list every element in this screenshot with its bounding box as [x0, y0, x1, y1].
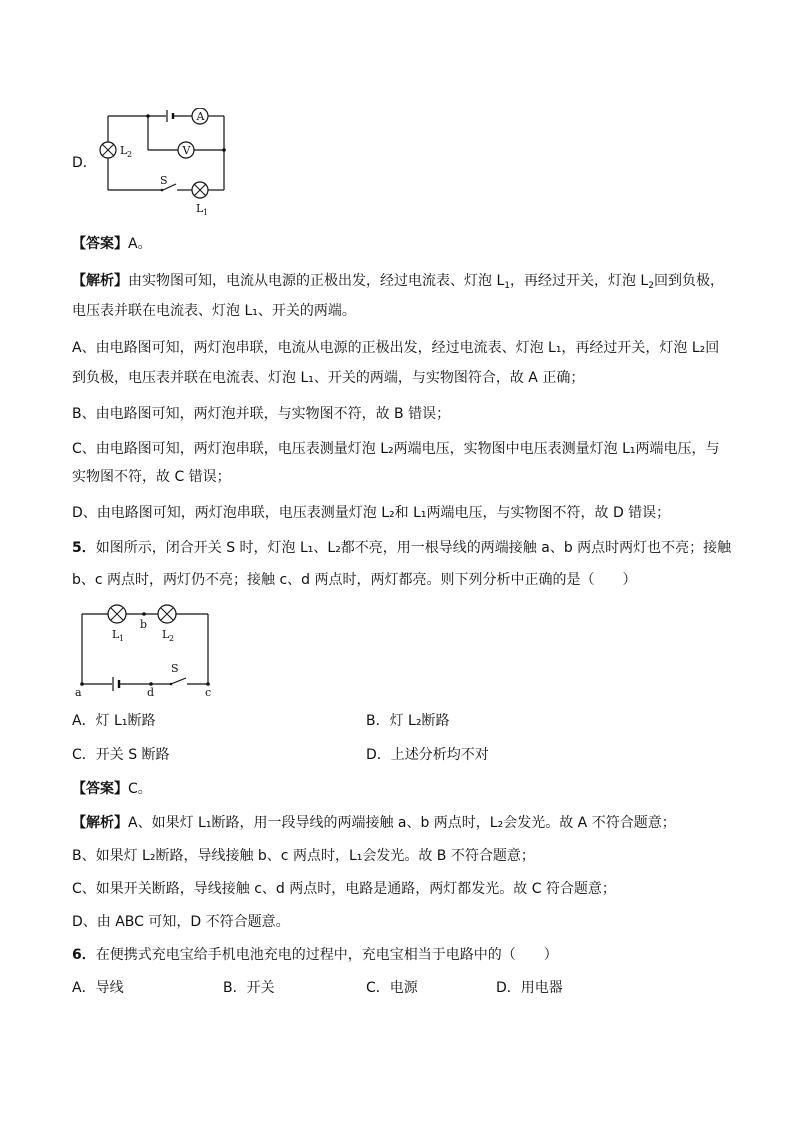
question-number: 6．	[72, 947, 96, 963]
q5-analysis-line-1	[72, 813, 676, 833]
switch-pivot	[170, 683, 173, 686]
question-stem: 在便携式充电宝给手机电池充电的过程中，充电宝相当于电路中的（ ）	[95, 947, 558, 963]
q5-analysis-d: D、由 ABC 可知，D 不符合题意。	[72, 914, 290, 930]
q6-option-a: A．导线	[72, 980, 124, 996]
subscript: 2	[648, 281, 654, 291]
q5-option-b: B．灯 L₂断路	[366, 713, 450, 729]
lamp-l2-icon	[100, 142, 116, 158]
analysis-text: A、如果灯 L₁断路，用一段导线的两端接触 a、b 两点时，L₂会发光。故 A 不符合题意；	[128, 815, 676, 831]
l1-label: L	[112, 628, 120, 641]
l2-label: L	[162, 628, 170, 641]
analysis-text: ，再经过开关，灯泡 L	[509, 273, 649, 289]
lamp-l1-label: L	[196, 202, 204, 215]
q4-option-a-line-1: A、由电路图可知，两灯泡串联，电流从电源的正极出发，经过电流表、灯泡 L₁，再经过开关，灯泡 L₂回	[72, 340, 720, 356]
switch-pivot	[161, 189, 164, 192]
q5-option-a: A．灯 L₁断路	[72, 713, 156, 729]
c-label: c	[205, 686, 212, 699]
q5-analysis-c: C、如果开关断路，导线接触 c、d 两点时，电路是通路，两灯都发光。故 C 符合题意；	[72, 881, 616, 897]
analysis-label: 【解析】	[72, 815, 128, 831]
lamp-l1-icon	[192, 182, 208, 198]
ammeter-label: A	[196, 110, 205, 123]
q4-option-b-line: B、由电路图可知，两灯泡并联，与实物图不符，故 B 错误；	[72, 406, 451, 422]
q5-option-d: D．上述分析均不对	[366, 747, 489, 763]
lamp-l2-label: L	[120, 144, 128, 157]
q5-option-c: C．开关 S 断路	[72, 747, 170, 763]
voltmeter-label: V	[182, 144, 191, 157]
l1-sub: 1	[119, 634, 125, 643]
q6-option-d: D．用电器	[496, 980, 563, 996]
q4-analysis-line-1	[72, 271, 724, 291]
q6-option-c: C．电源	[366, 980, 418, 996]
analysis-label: 【解析】	[72, 273, 128, 289]
q4-option-a-line-2: 到负极，电压表并联在电流表、灯泡 L₁、开关的两端，与实物图符合，故 A 正确；	[72, 370, 585, 386]
l2-sub: 2	[169, 634, 175, 643]
b-label: b	[140, 618, 148, 631]
q6-option-b: B．开关	[223, 980, 275, 996]
q5-analysis-b: B、如果灯 L₂断路，导线接触 b、c 两点时，L₁会发光。故 B 不符合题意；	[72, 848, 535, 864]
junction-dot	[222, 148, 226, 152]
q4-option-d-line: D、由电路图可知，两灯泡串联，电压表测量灯泡 L₂和 L₁两端电压，与实物图不符，故 D 错误；	[72, 505, 671, 521]
answer-label: 【答案】	[72, 236, 128, 252]
q6-stem	[72, 945, 558, 965]
question-stem: 如图所示，闭合开关 S 时，灯泡 L₁、L₂都不亮，用一根导线的两端接触 a、b 两点时两灯也不亮；接触	[95, 540, 732, 556]
lamp-l2-sub: 2	[127, 150, 133, 159]
switch-label: S	[160, 174, 168, 187]
option-d-circuit-diagram	[96, 108, 236, 218]
q5-answer	[72, 779, 152, 799]
d-label: d	[147, 686, 155, 699]
answer-value: C。	[128, 781, 152, 797]
analysis-text: 由实物图可知，电流从电源的正极出发，经过电流表、灯泡 L	[128, 273, 505, 289]
subscript: 1	[504, 281, 510, 291]
lamp-l2-icon	[158, 605, 176, 623]
answer-value: A。	[128, 236, 152, 252]
junction-dot	[146, 114, 150, 118]
answer-label: 【答案】	[72, 781, 128, 797]
q4-answer	[72, 234, 152, 254]
q4-option-c-line-2: 实物图不符，故 C 错误；	[72, 469, 231, 485]
q5-stem-line-2: b、c 两点时，两灯仍不亮；接触 c、d 两点时，两灯都亮。则下列分析中正确的是（ ）	[72, 572, 637, 588]
q4-option-c-line-1: C、由电路图可知，两灯泡串联，电压表测量灯泡 L₂两端电压，实物图中电压表测量灯泡 L₁两端电压，与	[72, 441, 720, 457]
lamp-l1-icon	[108, 605, 126, 623]
q4-analysis-line-2: 电压表并联在电流表、灯泡 L₁、开关的两端。	[72, 303, 356, 319]
question-number: 5．	[72, 540, 96, 556]
point-b-dot	[142, 612, 146, 616]
q5-stem-line-1	[72, 538, 731, 558]
q5-circuit-diagram	[72, 598, 222, 700]
analysis-text: 回到负极，	[653, 273, 724, 289]
option-d-label: D．	[72, 155, 97, 171]
a-label: a	[75, 686, 82, 699]
lamp-l1-sub: 1	[203, 208, 209, 217]
switch-label: S	[171, 662, 179, 675]
